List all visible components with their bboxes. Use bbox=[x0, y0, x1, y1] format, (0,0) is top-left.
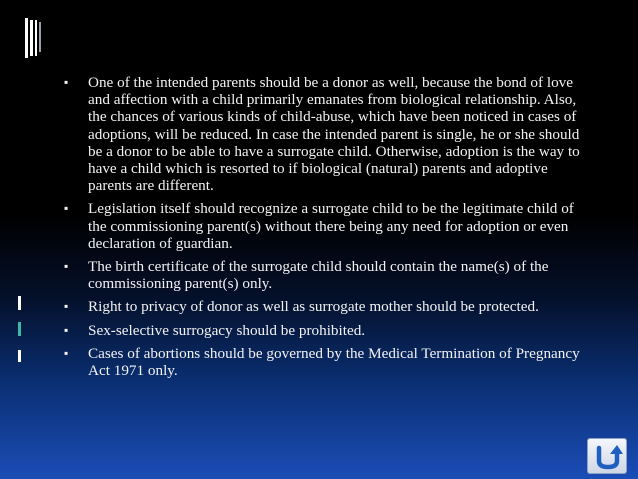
bullet-square-icon: ▪ bbox=[64, 345, 69, 360]
bullet-text: Legislation itself should recognize a surrogate child to be the legitimate child of the commissioning parent(s) without there being any need for adoption or even declaration of guardian. bbox=[88, 200, 574, 252]
list-item bbox=[62, 74, 582, 194]
bullet-text: The birth certificate of the surrogate child should contain the name(s) of the commissioning parent(s) only. bbox=[88, 258, 549, 293]
decorative-bar-side-2 bbox=[18, 322, 21, 336]
bullet-square-icon: ▪ bbox=[64, 259, 69, 274]
bullet-square-icon: ▪ bbox=[64, 201, 69, 216]
bullet-square-icon: ▪ bbox=[64, 75, 69, 89]
list-item bbox=[62, 298, 582, 315]
bullet-text: Sex-selective surrogacy should be prohibited. bbox=[88, 321, 366, 339]
bullet-text: Right to privacy of donor as well as surrogate mother should be protected. bbox=[88, 298, 539, 316]
list-item bbox=[62, 200, 582, 252]
bullet-list bbox=[62, 74, 582, 385]
bullet-text: One of the intended parents should be a donor as well, because the bond of love and affection with a child primarily emanates from biological relationship. Also, the chances of various kinds of child-abuse, which have been noticed in cases of adoptions, will be reduced. In case the intended parent is single, he or she should be a donor to be able to have a surrogate child. Otherwise, adoption is the way to have a child which is resorted to if biological (natural) parents and adoptive parents are different. bbox=[88, 74, 580, 195]
decorative-bar-side-3 bbox=[18, 350, 21, 362]
decorative-bar-top-2 bbox=[30, 20, 33, 56]
bullet-square-icon: ▪ bbox=[64, 322, 69, 337]
bullet-square-icon: ▪ bbox=[64, 299, 69, 314]
return-button[interactable] bbox=[587, 438, 627, 474]
list-item bbox=[62, 322, 582, 339]
decorative-bar-top-3 bbox=[35, 20, 37, 56]
bullet-text: Cases of abortions should be governed by the Medical Termination of Pregnancy Act 1971 only. bbox=[88, 344, 580, 380]
return-arrow-icon bbox=[592, 442, 624, 471]
decorative-bar-side-1 bbox=[18, 296, 21, 310]
list-item bbox=[62, 258, 582, 292]
decorative-bar-top-4 bbox=[39, 22, 41, 52]
decorative-bar-top-1 bbox=[25, 18, 28, 58]
list-item bbox=[62, 345, 582, 379]
